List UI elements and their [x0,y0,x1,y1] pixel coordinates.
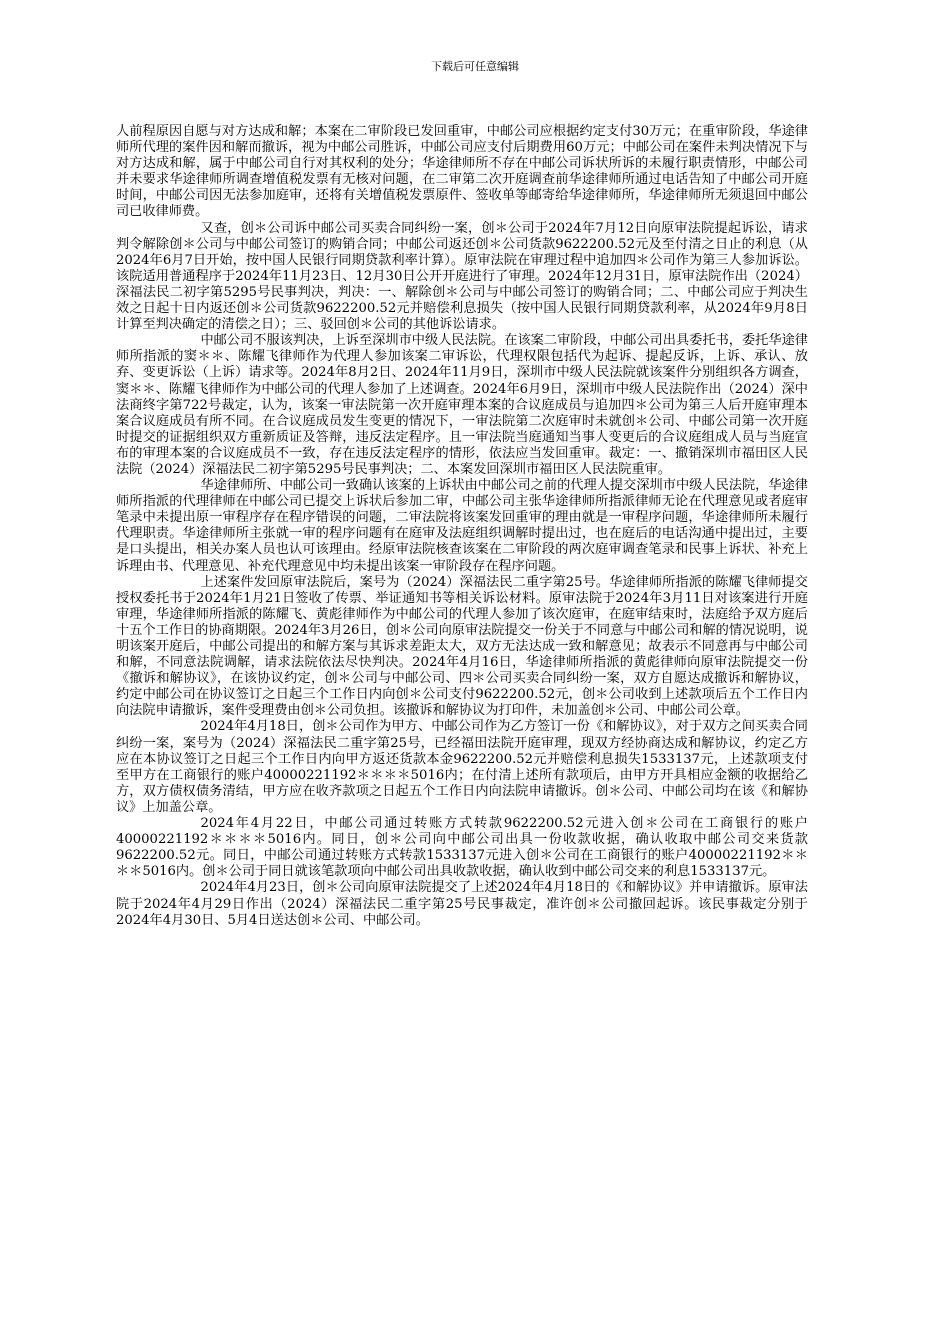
paragraph: 2024年4月18日，创＊公司作为甲方、中邮公司作为乙方签订一份《和解协议》，对于双方之间买卖合同纠纷一案，案号为（2024）深福法民二重字第25号，已经福田法院开庭审理，现双方经协商达成和解协议，约定乙方应在本协议签订之日起三个工作日内向甲方返还货款本金9622200.52元并赔偿利息损失1533137元，上述款项支付至甲方在工商银行的账户40000221192＊＊＊＊5016内；在付清上述所有款项后，由甲方开具相应金额的收据给乙方，双方债权债务清结，甲方应在收齐款项之日起五个工作日内向法院申请撤诉。创＊公司、中邮公司均在该《和解协议》上加盖公章。 [116,719,808,815]
paragraph: 又查，创＊公司诉中邮公司买卖合同纠纷一案，创＊公司于2024年7月12日向原审法院提起诉讼，请求判令解除创＊公司与中邮公司签订的购销合同；中邮公司返还创＊公司货款9622200.52元及至付清之日止的利息（从2024年6月7日开始，按中国人民银行同期贷款利率计算）。原审法院在审理过程中追加四＊公司作为第三人参加诉讼。该院适用普通程序于2024年11月23日、12月30日公开开庭进行了审理。2024年12月31日，原审法院作出（2024）深福法民二初字第5295号民事判决，判决：一、解除创＊公司与中邮公司签订的购销合同；二、中邮公司应于判决生效之日起十日内返还创＊公司货款9622200.52元并赔偿利息损失（按中国人民银行同期贷款利率，从2024年9月8日计算至判决确定的清偿之日）；三、驳回创＊公司的其他诉讼请求。 [116,220,808,333]
paragraph: 中邮公司不服该判决，上诉至深圳市中级人民法院。在该案二审阶段，中邮公司出具委托书，委托华途律师所指派的窦＊＊、陈耀飞律师作为代理人参加该案二审诉讼，代理权限包括代为起诉、提起反诉，上诉、承认、放弃、变更诉讼（上诉）请求等。2024年8月2日、2024年11月9日，深圳市中级人民法院就该案件分别组织各方调查，窦＊＊、陈耀飞律师作为中邮公司的代理人参加了上述调查。2024年6月9日，深圳市中级人民法院作出（2024）深中法商终字第722号裁定，认为，该案一审法院第一次开庭审理本案的合议庭成员与追加四＊公司为第三人后开庭审理本案合议庭成员有所不同。在合议庭成员发生变更的情况下，一审法院第二次庭审时未就创＊公司、中邮公司第一次开庭时提交的证据组织双方重新质证及答辩，违反法定程序。且一审法院当庭通知当事人变更后的合议庭组成人员与当庭宣布的审理本案的合议庭成员不一致，存在违反法定程序的情形，依法应当发回重审。裁定：一、撤销深圳市福田区人民法院（2024）深福法民二初字第5295号民事判决；二、本案发回深圳市福田区人民法院重审。 [116,333,808,477]
paragraph: 2024年4月22日，中邮公司通过转账方式转款9622200.52元进入创＊公司在工商银行的账户40000221192＊＊＊＊5016内。同日，创＊公司向中邮公司出具一份收款收据，确认收取中邮公司交来货款9622200.52元。同日，中邮公司通过转账方式转款1533137元进入创＊公司在工商银行的账户40000221192＊＊＊＊5016内。创＊公司于同日就该笔款项向中邮公司出具收款收据，确认收到中邮公司交来的利息1533137元。 [116,816,808,880]
paragraph: 2024年4月23日，创＊公司向原审法院提交了上述2024年4月18日的《和解协议》并申请撤诉。原审法院于2024年4月29日作出（2024）深福法民二重字第25号民事裁定，准许创＊公司撤回起诉。该民事裁定分别于2024年4月30日、5月4日送达创＊公司、中邮公司。 [116,880,808,928]
document-body [116,124,808,929]
paragraph: 上述案件发回原审法院后，案号为（2024）深福法民二重字第25号。华途律师所指派的陈耀飞律师提交授权委托书于2024年1月21日签收了传票、举证通知书等相关诉讼材料。原审法院于2024年3月11日对该案进行开庭审理，华途律师所指派的陈耀飞、黄彪律师作为中邮公司的代理人参加了该次庭审，在庭审结束时，法庭给予双方庭后十五个工作日的协商期限。2024年3月26日，创＊公司向原审法院提交一份关于不同意与中邮公司和解的情况说明，说明该案开庭后，中邮公司提出的和解方案与其诉求差距太大，双方无法达成一致和解意见；故表示不同意再与中邮公司和解，不同意法院调解，请求法院依法尽快判决。2024年4月16日，华途律师所指派的黄彪律师向原审法院提交一份《撤诉和解协议》，在该协议约定，创＊公司与中邮公司、四＊公司买卖合同纠纷一案，双方自愿达成撤诉和解协议，约定中邮公司在协议签订之日起三个工作日内向创＊公司支付9622200.52元，创＊公司收到上述款项后五个工作日内向法院申请撤诉，案件受理费由创＊公司负担。该撤诉和解协议为打印件，未加盖创＊公司、中邮公司公章。 [116,574,808,719]
page-header: 下载后可任意编辑 [431,60,519,73]
paragraph: 人前程原因自愿与对方达成和解；本案在二审阶段已发回重审，中邮公司应根据约定支付30万元；在重审阶段，华途律师所代理的案件因和解而撤诉，视为中邮公司胜诉，中邮公司应支付后期费用60万元；中邮公司在案件未判决情况下与对方达成和解，属于中邮公司自行对其权利的处分；华途律师所不存在中邮公司诉状所诉的未履行职责情形，中邮公司并未要求华途律师所调查增值税发票有无核对问题，在二审第二次开庭调查前华途律师所通过电话告知了中邮公司开庭时间，中邮公司因无法参加庭审，还将有关增值税发票原件、签收单等邮寄给华途律师所，华途律师所无须退回中邮公司已收律师费。 [116,124,808,220]
paragraph: 华途律师所、中邮公司一致确认该案的上诉状由中邮公司之前的代理人提交深圳市中级人民法院，华途律师所指派的代理律师在中邮公司已提交上诉状后参加二审，中邮公司主张华途律师所指派律师无论在代理意见或者庭审笔录中未提出原一审程序存在程序错误的问题，二审法院将该案发回重审的理由就是一审程序问题，华途律师所未履行代理职责。华途律师所主张就一审的程序问题有在庭审及法庭组织调解时提出过，也在庭后的电话沟通中提出过，主要是口头提出，相关办案人员也认可该理由。经原审法院核查该案在二审阶段的两次庭审调查笔录和民事上诉状、补充上诉理由书、代理意见、补充代理意见中均未提出该案一审阶段存在程序问题。 [116,478,808,574]
